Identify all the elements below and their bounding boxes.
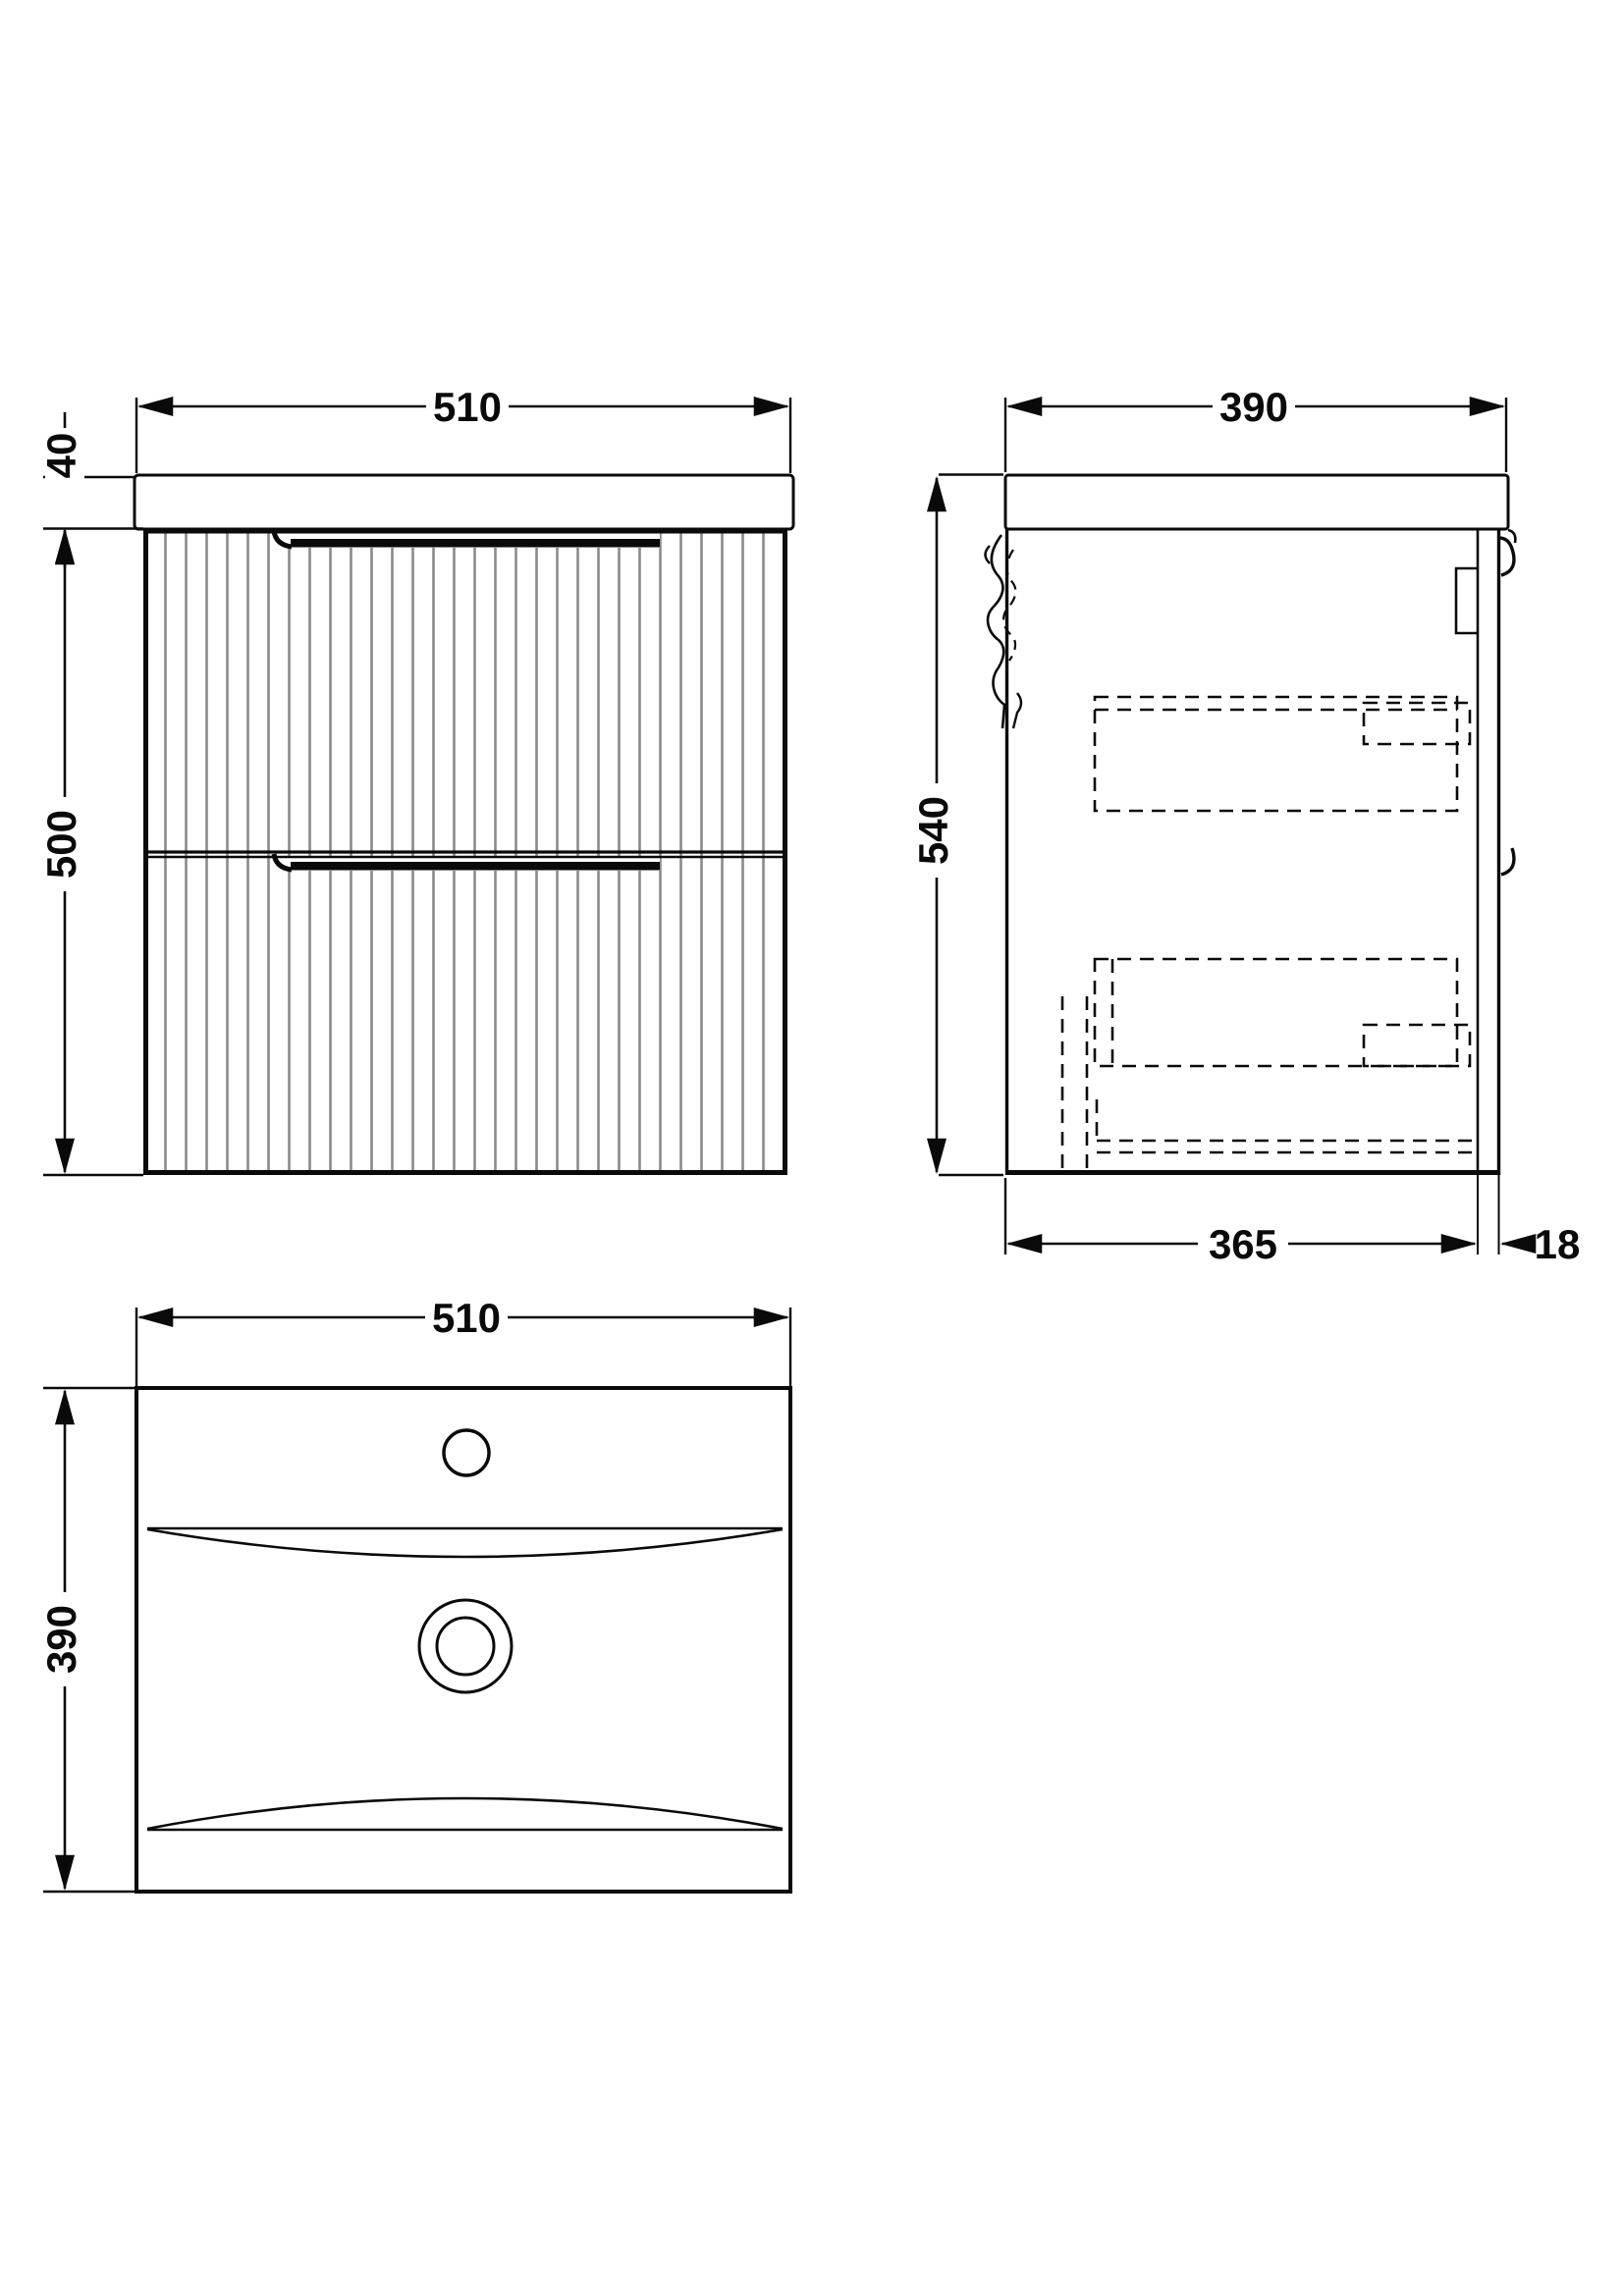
wall-bracket-squiggle — [986, 535, 1022, 728]
hidden-runner-lower — [1364, 1025, 1470, 1066]
dimension-side-panel-thickness — [1502, 1221, 1580, 1267]
plan-width-value: 510 — [431, 1295, 502, 1341]
hidden-drawer-box-lower — [1095, 959, 1470, 1066]
front-view — [38, 384, 793, 1175]
dimension-front-basin-height — [38, 412, 143, 567]
side-panel-thickness-value: 18 — [1534, 1221, 1581, 1267]
side-carcass-depth-value: 365 — [1208, 1221, 1278, 1267]
plan-depth-value: 390 — [38, 1604, 85, 1675]
dimension-side-height — [910, 475, 1003, 1176]
hidden-drawer-box-upper — [1095, 697, 1470, 811]
drawer-handle-top-bar — [291, 539, 660, 548]
hidden-bottom-panel — [1097, 1099, 1476, 1152]
side-depth-value: 390 — [1218, 384, 1289, 430]
dimension-side-carcass-depth — [1005, 1178, 1475, 1267]
front-basin-height-value: 40 — [38, 432, 85, 479]
basin-plan-outline — [136, 1388, 790, 1892]
drawer-handle-bottom-bar — [291, 862, 660, 871]
front-width-value: 510 — [432, 384, 503, 430]
front-cabinet-height-value: 500 — [38, 809, 85, 880]
basin-front-outline — [135, 475, 793, 529]
plan-view — [38, 1295, 790, 1892]
dimension-front-cabinet-height — [38, 531, 143, 1175]
dimension-plan-width — [136, 1295, 790, 1386]
side-view — [910, 384, 1580, 1267]
dimension-side-depth — [1005, 384, 1506, 472]
hanging-rail-notch — [1456, 568, 1478, 633]
side-height-value: 540 — [910, 795, 957, 866]
basin-side-outline — [1005, 475, 1508, 529]
dimension-front-width — [136, 384, 790, 473]
side-handle-lip-bottom — [1501, 848, 1514, 875]
dimension-plan-depth — [38, 1388, 135, 1892]
